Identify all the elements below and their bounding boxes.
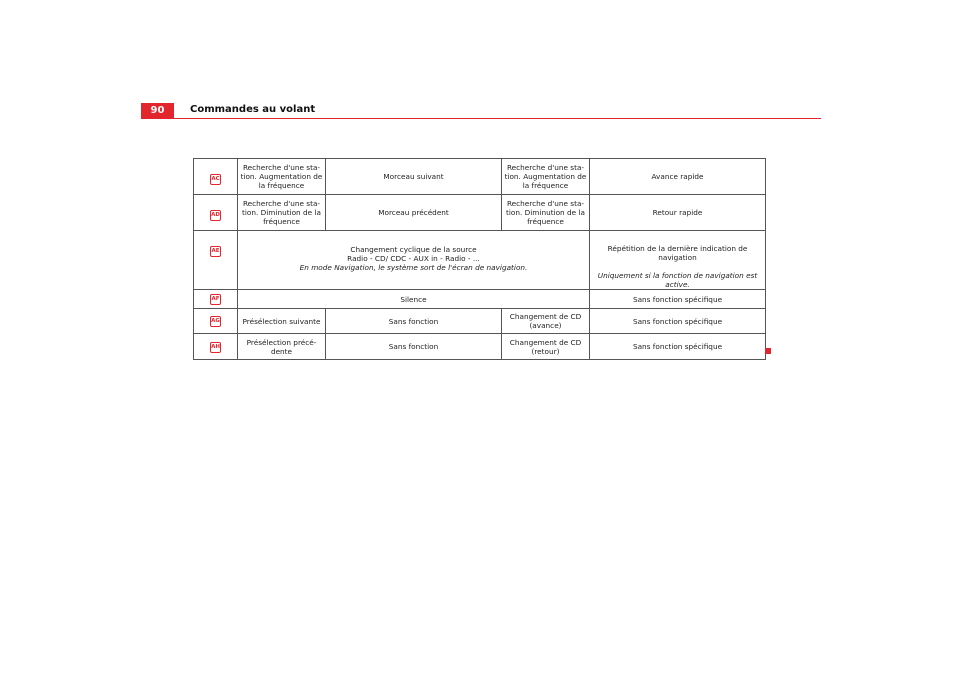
steering-controls-table [193, 158, 766, 360]
key-ah-icon: AH [210, 342, 221, 353]
key-ac-icon: AC [210, 174, 221, 185]
table-row [194, 195, 766, 231]
table-row [194, 290, 766, 309]
table-cell: Sans fonction [326, 334, 502, 360]
table-row [194, 231, 766, 290]
table-cell: Retour rapide [590, 195, 766, 231]
table-row [194, 309, 766, 334]
table-cell: Sans fonction spécifique [590, 290, 766, 309]
key-cell [194, 231, 238, 290]
table-cell: Silence [238, 290, 590, 309]
table-cell: Recherche d'une sta- tion. Augmentation de la fréquence [502, 159, 590, 195]
header-rule [141, 118, 821, 119]
table-cell: Sans fonction spécifique [590, 334, 766, 360]
nav-repeat-text: Répétition de la dernière indication de navigation [607, 244, 748, 262]
key-ag-icon: AG [210, 316, 221, 327]
key-ad-icon: AD [210, 210, 221, 221]
table-cell: Présélection précé- dente [238, 334, 326, 360]
key-cell [194, 309, 238, 334]
table-cell: Changement de CD (retour) [502, 334, 590, 360]
page-number: 90 [141, 103, 174, 118]
table-cell: Morceau précédent [326, 195, 502, 231]
section-end-marker [765, 348, 771, 354]
table-row [194, 159, 766, 195]
page-title: Commandes au volant [190, 104, 316, 115]
key-cell [194, 159, 238, 195]
table-cell [590, 231, 766, 290]
table-cell: Sans fonction [326, 309, 502, 334]
table-cell: Recherche d'une sta- tion. Diminution de la fréquence [238, 195, 326, 231]
nav-condition-text: Uniquement si la fonction de navigation est active. [597, 271, 758, 289]
key-cell [194, 195, 238, 231]
key-af-icon: AF [210, 294, 221, 305]
table-cell: Sans fonction spécifique [590, 309, 766, 334]
key-cell [194, 290, 238, 309]
table-row [194, 334, 766, 360]
table-cell: Recherche d'une sta- tion. Augmentation de la fréquence [238, 159, 326, 195]
table-cell: Recherche d'une sta- tion. Diminution de la fréquence [502, 195, 590, 231]
table-cell: Morceau suivant [326, 159, 502, 195]
table-cell: Changement de CD (avance) [502, 309, 590, 334]
key-cell [194, 334, 238, 360]
table-cell: Avance rapide [590, 159, 766, 195]
table-cell: Présélection suivante [238, 309, 326, 334]
table-cell: Changement cyclique de la source Radio - CD/ CDC - AUX in - Radio - ... En mode Navigation, le système sort de l'écran de navigation. [238, 231, 590, 290]
key-ae-icon: AE [210, 246, 221, 257]
